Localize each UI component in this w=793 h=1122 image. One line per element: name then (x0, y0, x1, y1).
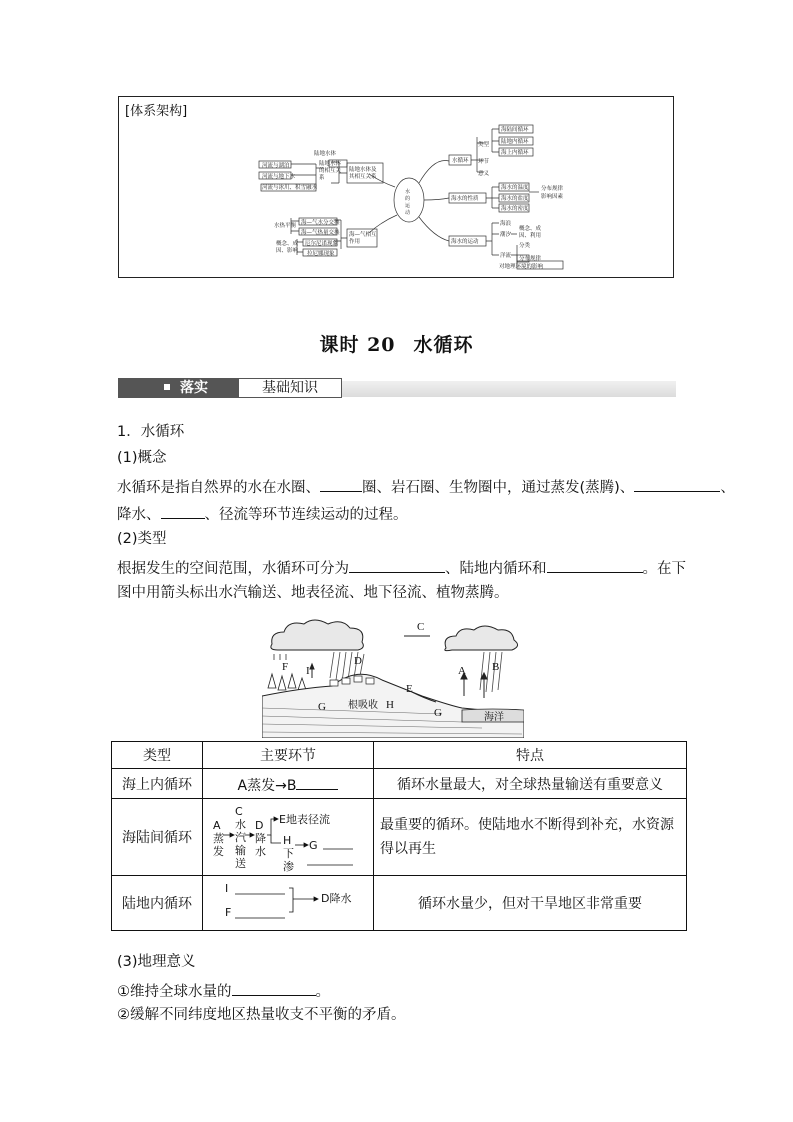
svg-text:动: 动 (405, 210, 411, 216)
feature-cell: 循环水量少，但对干旱地区非常重要 (374, 876, 687, 931)
label-d: D (354, 655, 362, 667)
flow-e: E地表径流 (279, 813, 330, 826)
fill-blank[interactable] (320, 475, 362, 492)
svg-text:水循环: 水循环 (452, 158, 469, 164)
svg-text:因、影响: 因、影响 (276, 248, 299, 254)
flow-c: C (235, 805, 243, 818)
flow-c-4: 送 (235, 857, 246, 870)
svg-text:类型: 类型 (478, 142, 490, 148)
svg-text:海水的运动: 海水的运动 (451, 239, 479, 245)
flow-a-2: 发 (213, 845, 224, 858)
trees (268, 674, 306, 690)
lesson-number: 课时 20 (319, 334, 396, 356)
svg-text:水: 水 (405, 189, 411, 195)
arrow-right-icon: → (275, 777, 287, 794)
svg-text:潮汐: 潮汐 (500, 232, 512, 238)
label-root-absorb: 根吸收 (348, 700, 378, 711)
text-span: 圈、岩石圈、生物圈中，通过蒸发(蒸腾)、 (362, 480, 635, 496)
svg-text:对地理环境的影响: 对地理环境的影响 (499, 264, 544, 270)
svg-text:概念、成: 概念、成 (519, 226, 542, 232)
text-span: 水循环是指自然界的水在水圈、 (117, 480, 320, 496)
svg-text:分布规律: 分布规律 (519, 256, 542, 262)
label-c: C (417, 621, 425, 633)
sub-significance: (3)地理意义 (117, 954, 196, 970)
links-cell (203, 876, 374, 931)
svg-text:分类: 分类 (519, 243, 531, 249)
svg-text:作用: 作用 (349, 239, 361, 245)
svg-text:其相互关系: 其相互关系 (349, 174, 377, 180)
svg-text:海水的温度: 海水的温度 (501, 185, 529, 191)
label-f: F (282, 661, 289, 673)
concept-line-1 (117, 475, 735, 498)
label-g-right: G (434, 707, 442, 719)
section-label: 基础知识 (238, 378, 342, 398)
flow-h: H (283, 834, 292, 847)
svg-text:海—气热量交换: 海—气热量交换 (301, 230, 340, 236)
svg-text:意义: 意义 (478, 171, 490, 177)
svg-text:海—气相互: 海—气相互 (349, 232, 377, 238)
svg-text:海浪: 海浪 (500, 221, 512, 227)
flow-h-1: 下 (283, 847, 294, 860)
svg-text:海水的密度: 海水的密度 (501, 206, 529, 212)
types-line-1 (117, 556, 686, 579)
fill-blank[interactable] (296, 773, 338, 790)
svg-text:运: 运 (405, 203, 411, 209)
arrows-i (310, 664, 314, 678)
text-span: 、 (720, 480, 735, 496)
flow-c-1: 水 (235, 818, 246, 831)
section-tag-text: 落实 (180, 380, 208, 396)
fill-blank[interactable] (634, 475, 720, 492)
text-span: 。在下 (642, 561, 686, 577)
concept-line-2 (117, 502, 408, 525)
text-span: 、陆地内循环和 (445, 561, 547, 577)
svg-text:陆地内循环: 陆地内循环 (501, 139, 529, 145)
table-row (112, 799, 687, 876)
header-feature: 特点 (374, 742, 687, 769)
link-a: A蒸发 (237, 777, 276, 794)
fill-blank[interactable] (349, 556, 445, 573)
label-e: E (406, 683, 413, 695)
svg-text:因、利用: 因、利用 (519, 233, 542, 239)
text-span: 。 (315, 984, 330, 1000)
svg-text:海—气水分交换: 海—气水分交换 (301, 220, 340, 226)
text-span: ①维持全球水量的 (117, 984, 232, 1000)
sea-land-flow (203, 799, 373, 875)
flow-a-1: 蒸 (213, 832, 224, 845)
links-cell (203, 769, 374, 799)
heading-water-cycle: 1．水循环 (117, 424, 185, 440)
links-cell (203, 799, 374, 876)
land-flow (203, 876, 373, 930)
water-cycle-table (111, 741, 687, 931)
flow-d-land: D降水 (321, 892, 352, 905)
svg-text:拉尼娜现象: 拉尼娜现象 (307, 251, 335, 257)
label-g-left: G (318, 701, 326, 713)
feature-cell: 循环水量最大，对全球热量输送有重要意义 (374, 769, 687, 799)
header-links: 主要环节 (203, 742, 374, 769)
flow-g: G (309, 839, 318, 852)
svg-text:概念、成: 概念、成 (276, 241, 299, 247)
flow-i: I (225, 882, 229, 895)
label-b: B (492, 661, 500, 673)
label-ocean: 海洋 (484, 712, 504, 723)
svg-text:陆地水体: 陆地水体 (319, 161, 342, 167)
significance-2: ②缓解不同纬度地区热量收支不平衡的矛盾。 (117, 1007, 406, 1023)
feature-cell: 最重要的循环。使陆地水不断得到补充，水资源得以再生 (374, 799, 687, 876)
svg-text:影响因素: 影响因素 (541, 194, 564, 200)
svg-text:陆地水体及: 陆地水体及 (349, 167, 377, 173)
sub-concept: (1)概念 (117, 450, 167, 466)
fill-blank[interactable] (547, 556, 643, 573)
svg-text:河流与地下水: 河流与地下水 (262, 174, 296, 180)
type-cell: 海上内循环 (112, 769, 203, 799)
label-a: A (458, 665, 466, 677)
svg-text:环节: 环节 (478, 159, 490, 165)
table-row (112, 876, 687, 931)
svg-text:陆地水体: 陆地水体 (314, 151, 337, 157)
section-tag (118, 378, 238, 398)
cloud-left (271, 620, 363, 650)
svg-text:海水的性质: 海水的性质 (451, 196, 479, 202)
flow-c-3: 输 (235, 844, 246, 857)
flow-a: A (213, 819, 221, 832)
flow-f: F (225, 906, 232, 919)
flow-h-2: 渗 (283, 860, 294, 873)
svg-text:河流与冰川、积雪融水: 河流与冰川、积雪融水 (262, 185, 318, 191)
sub-types: (2)类型 (117, 531, 167, 547)
flow-d: D (255, 819, 264, 832)
svg-text:海陆间循环: 海陆间循环 (501, 127, 529, 133)
header-type: 类型 (112, 742, 203, 769)
flow-c-2: 汽 (235, 831, 246, 844)
text-span: 降水、 (117, 507, 161, 523)
section-header (118, 378, 676, 400)
lesson-title (0, 330, 793, 357)
svg-text:厄尔尼诺现象: 厄尔尼诺现象 (305, 241, 339, 247)
lesson-name: 水循环 (413, 334, 474, 356)
fill-blank[interactable] (232, 979, 316, 996)
significance-1 (117, 979, 330, 1002)
framework-box (118, 96, 674, 278)
flow-d-2: 水 (255, 845, 266, 858)
rain-left (274, 654, 286, 660)
svg-text:海上内循环: 海上内循环 (501, 150, 529, 156)
label-i: I (306, 665, 310, 677)
svg-text:分布规律: 分布规律 (541, 186, 564, 192)
type-cell: 海陆间循环 (112, 799, 203, 876)
svg-text:的相互关: 的相互关 (319, 168, 342, 174)
table-row (112, 769, 687, 799)
svg-text:的: 的 (405, 196, 411, 202)
water-cycle-diagram (262, 618, 524, 738)
type-cell: 陆地内循环 (112, 876, 203, 931)
svg-text:海水的盐度: 海水的盐度 (501, 196, 529, 202)
fill-blank[interactable] (161, 502, 205, 519)
link-b: B (286, 777, 297, 794)
text-span: 根据发生的空间范围，水循环可分为 (117, 561, 349, 577)
svg-text:河流与湖泊: 河流与湖泊 (262, 163, 290, 169)
mind-map (119, 97, 672, 276)
svg-text:系: 系 (319, 175, 325, 181)
svg-text:洋流: 洋流 (500, 253, 512, 259)
label-h: H (386, 699, 394, 711)
svg-text:水热平衡: 水热平衡 (274, 223, 297, 229)
flow-d-1: 降 (255, 832, 266, 845)
framework-label: [体系架构] (125, 104, 188, 119)
text-span: 、径流等环节连续运动的过程。 (204, 507, 408, 523)
types-line-2: 图中用箭头标出水汽输送、地表径流、地下径流、植物蒸腾。 (117, 585, 509, 601)
cloud-right (445, 626, 518, 651)
square-bullet-icon (164, 384, 170, 390)
